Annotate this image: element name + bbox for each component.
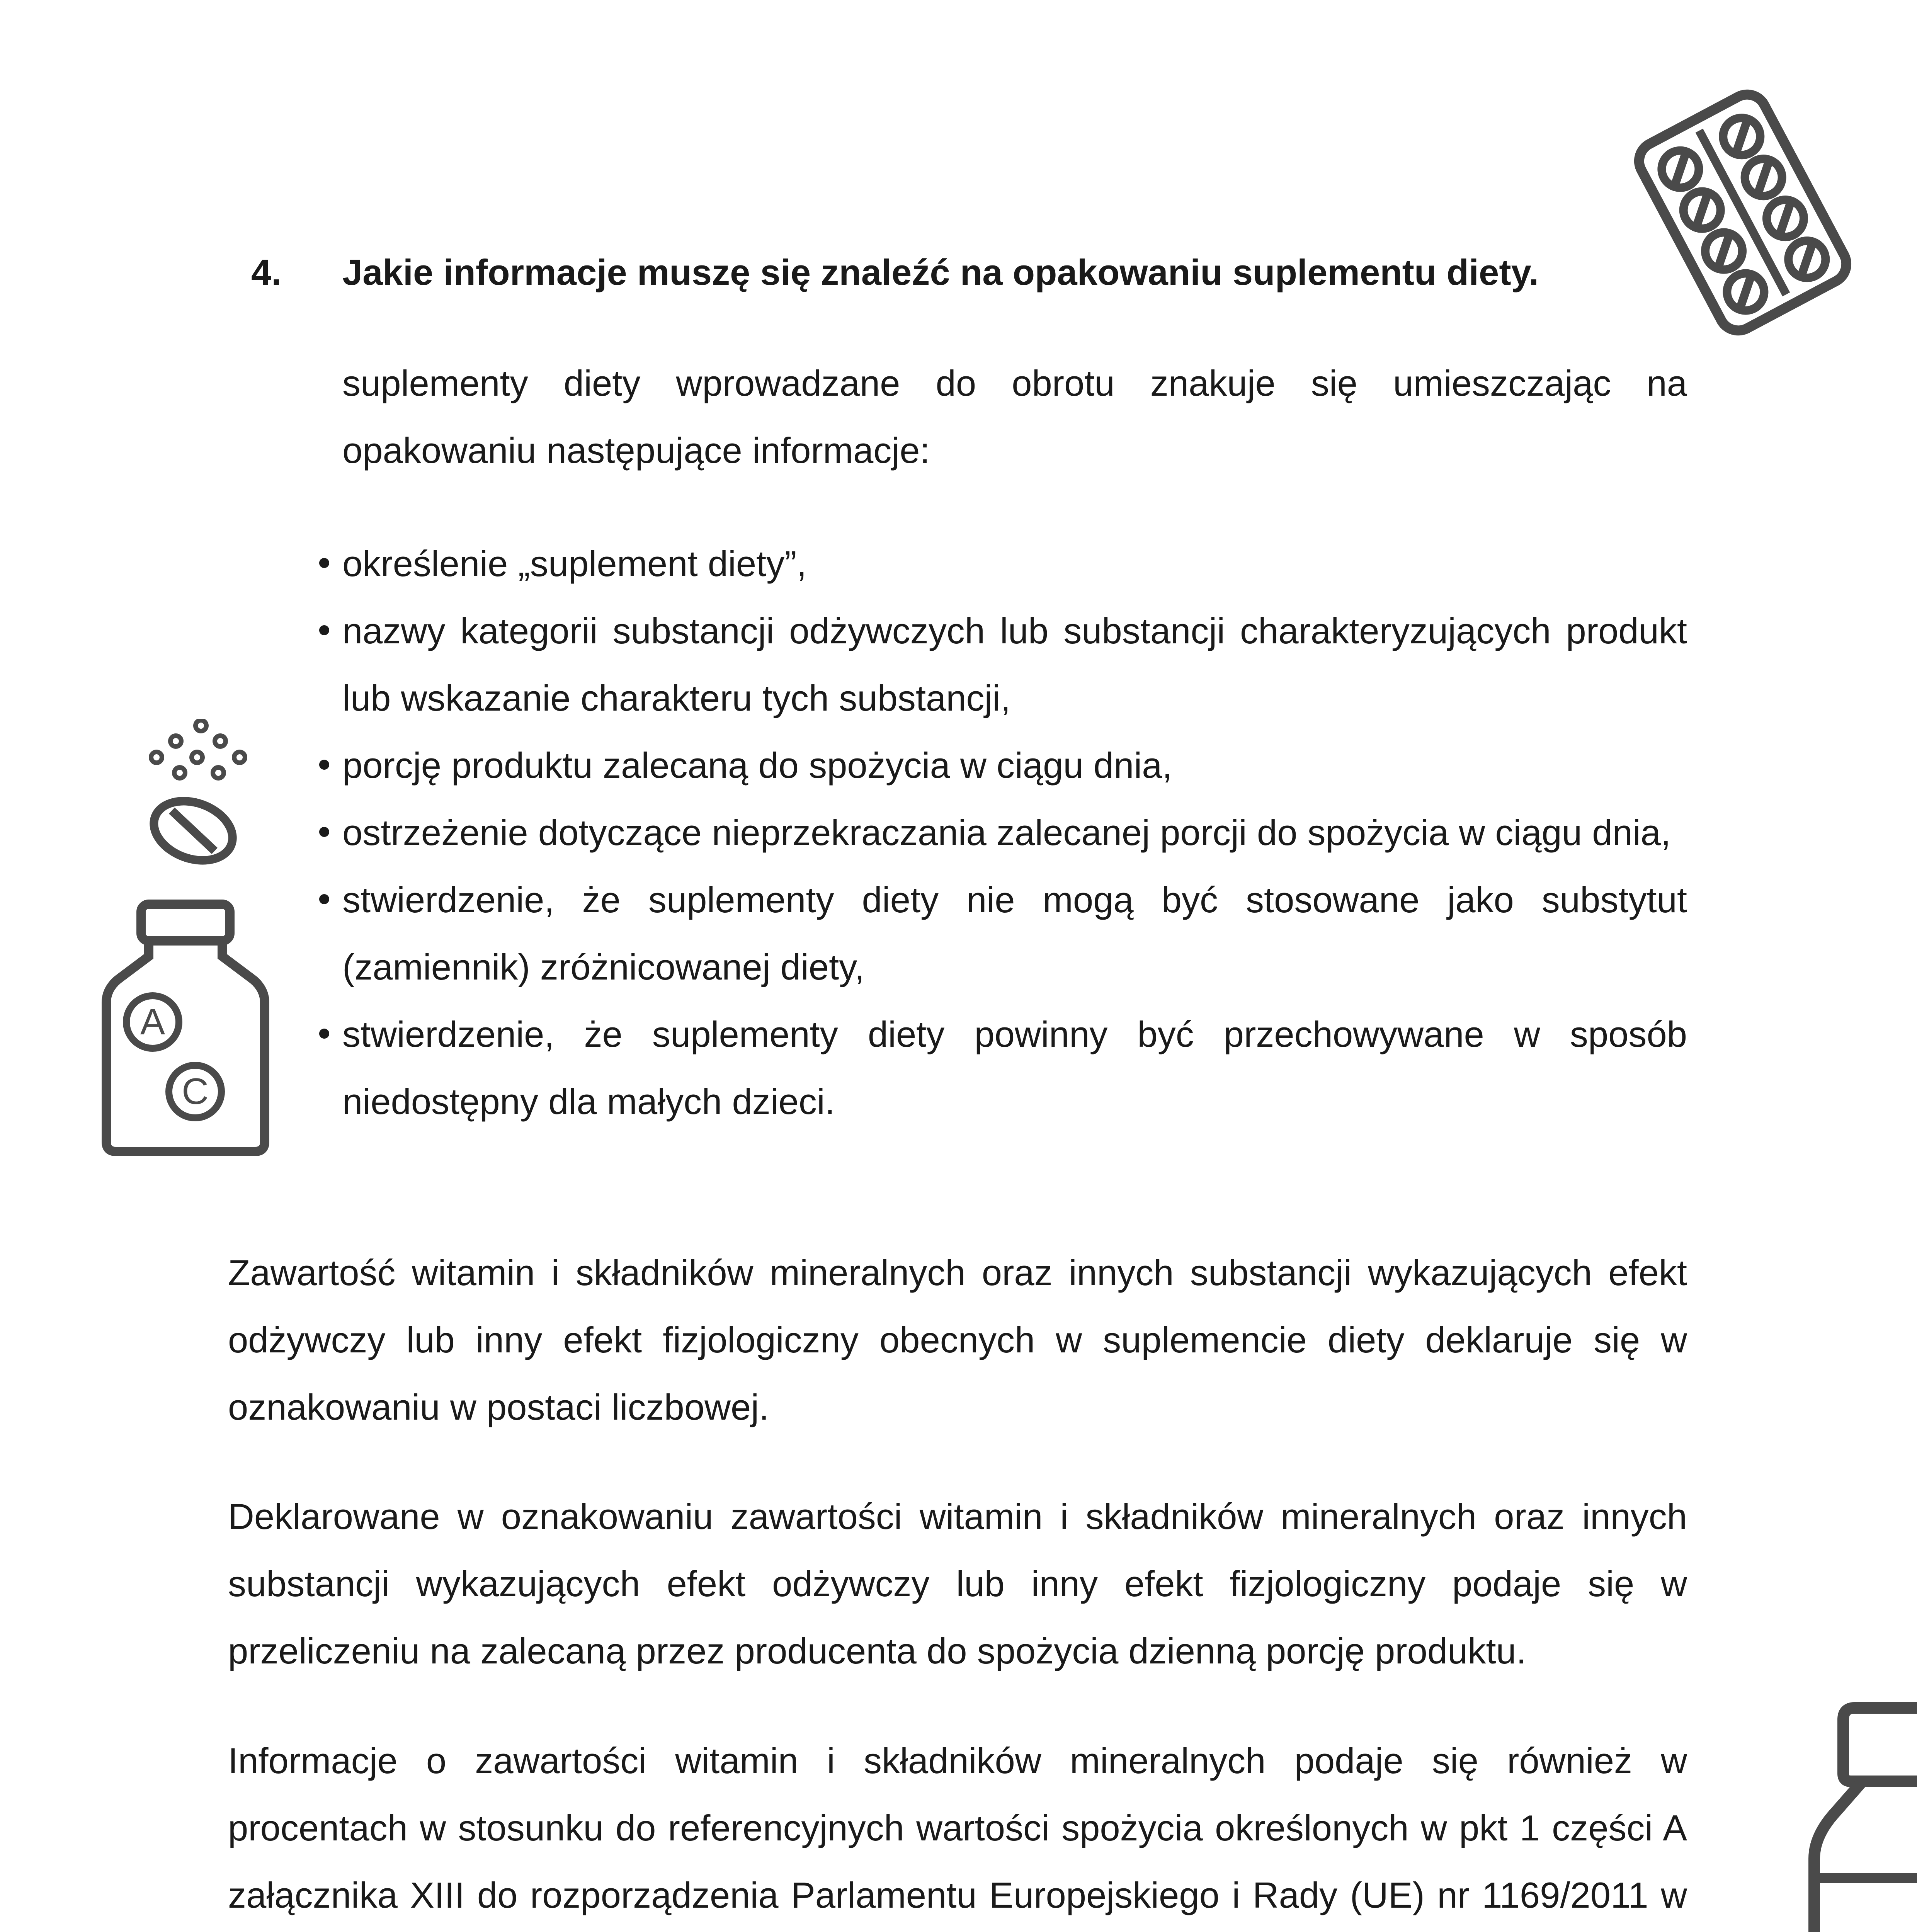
effervescent-tablet-icon: [143, 719, 259, 873]
vitamin-c-label: C: [182, 1071, 209, 1112]
list-item: stwierdzenie, że suplementy diety nie mogą być stosowane jako substytut (zamiennik) zróżnicowanej diety,: [317, 866, 1687, 1001]
paragraph: [228, 1239, 1687, 1441]
section-4-number: 4.: [251, 252, 282, 293]
section-4-intro: [342, 350, 1687, 484]
vitamin-bottle-icon: [99, 898, 276, 1157]
list-item: nazwy kategorii substancji odżywczych lub substancji charakteryzujących produkt lub wskazanie charakteru tych substancji,: [317, 597, 1687, 732]
paragraph-text: Zawartość witamin i składników mineralnych oraz innych substancji wykazujących efekt odżywczy lub inny efekt fizjologiczny obecnych w suplemencie diety deklaruje się w oznakowaniu w postaci liczbowej.: [228, 1252, 1687, 1427]
list-item: stwierdzenie, że suplementy diety powinny być przechowywane w sposób niedostępny dla małych dzieci.: [317, 1001, 1687, 1135]
pill-blister-icon: [1615, 77, 1870, 348]
paragraph-text: Informacje o zawartości witamin i składników mineralnych podaje się również w procentach w stosunku do referencyjnych wartości spożycia określonych w pkt 1 części A załącznika XIII do rozporządzenia Parlamentu Europejskiego i Rady (UE) nr 1169/2011 w: [228, 1740, 1687, 1915]
intro-text: suplementy diety wprowadzane do obrotu znakuje się umieszczając na opakowaniu następujące informacje:: [342, 363, 1687, 471]
paragraph: [228, 1483, 1687, 1685]
section-4-title: Jakie informacje muszę się znaleźć na opakowaniu suplementu diety.: [342, 252, 1539, 293]
paragraph: [228, 1727, 1687, 1932]
bottle-icon: [1793, 1692, 1917, 1932]
list-item: określenie „suplement diety”,: [317, 530, 1687, 597]
vitamin-a-label: A: [140, 1001, 165, 1043]
list-item: porcję produktu zalecaną do spożycia w ciągu dnia,: [317, 732, 1687, 799]
list-item: ostrzeżenie dotyczące nieprzekraczania zalecanej porcji do spożycia w ciągu dnia,: [317, 799, 1687, 866]
paragraph-text: Deklarowane w oznakowaniu zawartości witamin i składników mineralnych oraz innych substancji wykazujących efekt odżywczy lub inny efekt fizjologiczny podaje się w przeliczeniu na zalecaną przez producenta do spożycia dzienną porcję produktu.: [228, 1496, 1687, 1671]
label-requirements-list: [317, 530, 1687, 1135]
